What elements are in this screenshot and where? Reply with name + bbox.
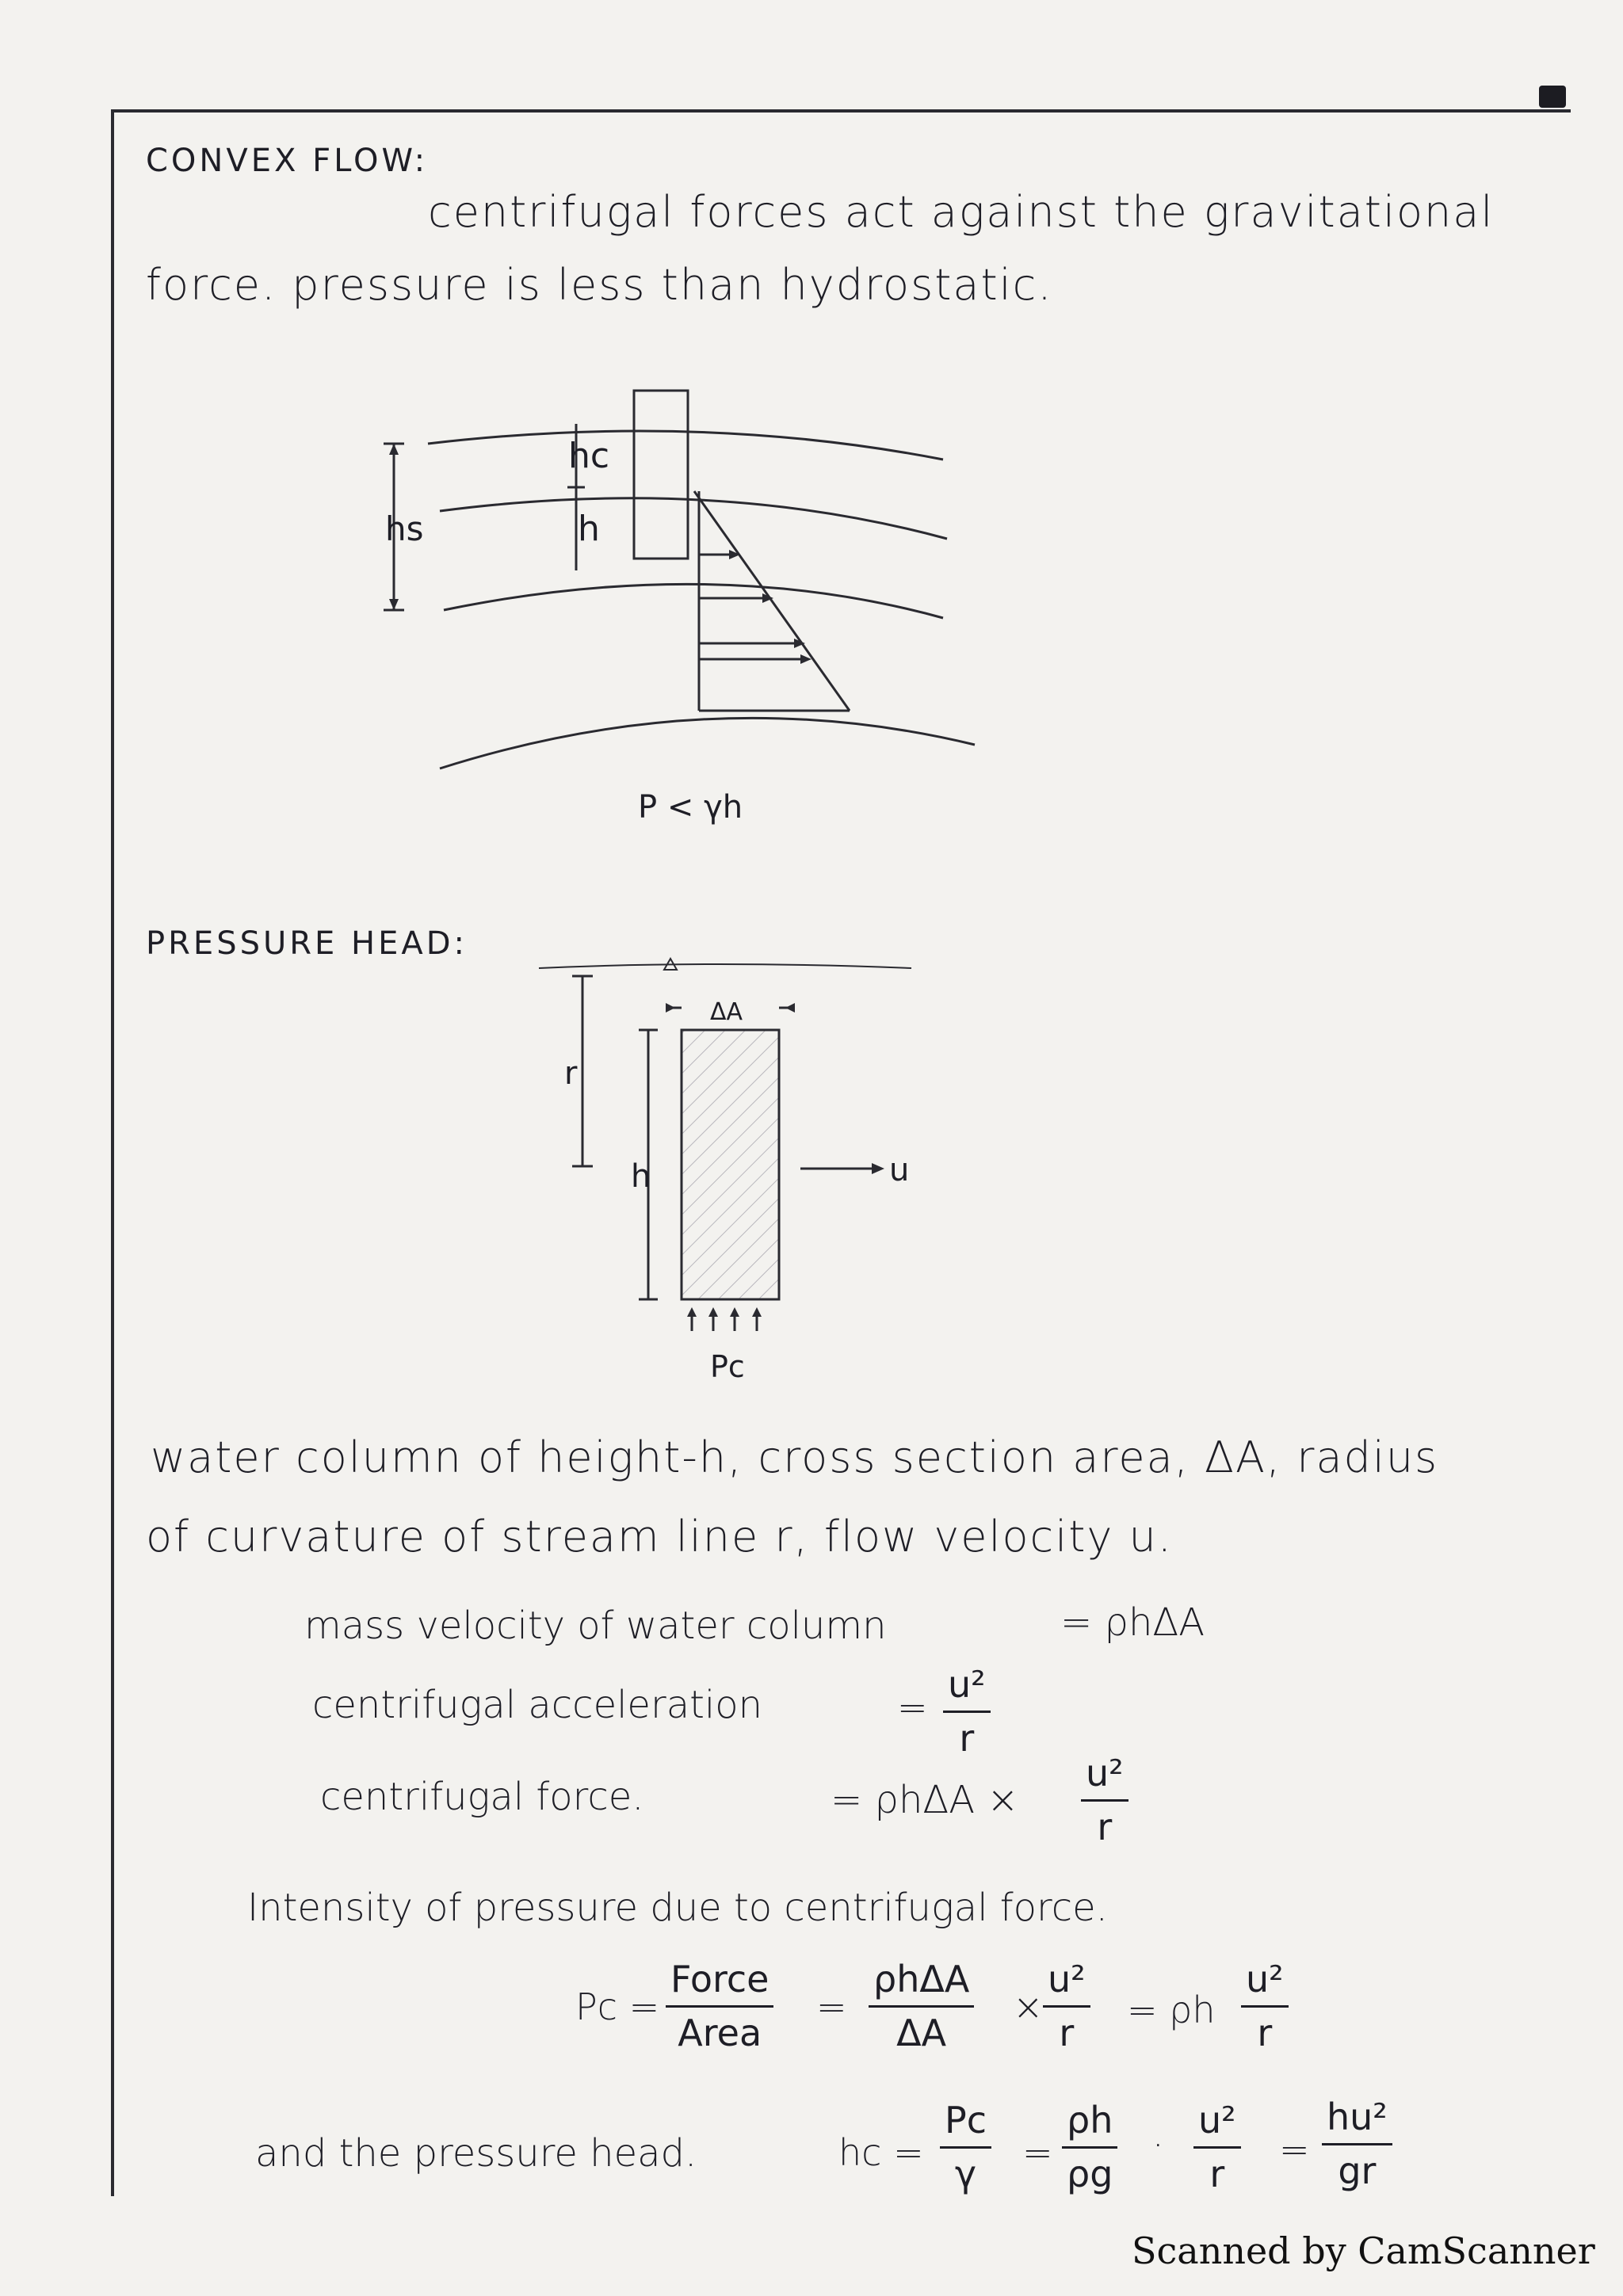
force-denominator: r	[1097, 1805, 1113, 1848]
final-lhs: hc =	[838, 2131, 924, 2174]
pitot-tube	[634, 391, 688, 559]
scanner-watermark: Scanned by CamScanner	[1132, 2229, 1595, 2272]
fraction-bar	[1322, 2143, 1392, 2145]
final-fraction-rho	[1062, 2100, 1117, 2195]
pc-times: ×	[1013, 1985, 1044, 2028]
label-hc: hc	[568, 436, 610, 476]
label-u: u	[889, 1152, 910, 1188]
pc-f2-numerator: ρhΔA	[873, 1958, 970, 2000]
pc-f2-denominator: ΔA	[896, 2011, 947, 2054]
pc-lhs: Pc =	[575, 1985, 660, 2028]
convex-caption: P < γh	[638, 789, 743, 826]
fraction-bar	[666, 2005, 773, 2008]
fraction-bar	[940, 2146, 991, 2149]
final-fraction-result	[1322, 2096, 1392, 2192]
acceleration-numerator: u²	[948, 1663, 986, 1706]
acceleration-denominator: r	[959, 1716, 975, 1760]
explanation-line-2: of curvature of stream line r, flow velocity u.	[146, 1512, 1173, 1562]
final-dot: ·	[1152, 2123, 1164, 2166]
pc-fraction-final	[1241, 1958, 1289, 2054]
acceleration-equals: =	[897, 1686, 928, 1729]
force-fraction	[1081, 1753, 1128, 1848]
acceleration-label: centrifugal acceleration	[312, 1683, 763, 1727]
convex-flow-heading: CONVEX FLOW:	[146, 143, 429, 179]
force-numerator: u²	[1086, 1752, 1124, 1794]
pc-equals-2: = ρh	[1127, 1989, 1216, 2031]
final-f4-numerator: hu²	[1327, 2096, 1388, 2138]
pc-fraction-rhoh	[869, 1958, 974, 2054]
pc-f3-numerator: u²	[1048, 1958, 1086, 2000]
final-f4-denominator: gr	[1338, 2149, 1377, 2192]
streamline-bed	[444, 584, 943, 618]
fraction-bar	[1241, 2005, 1289, 2008]
pc-fraction-force-area	[666, 1958, 773, 2054]
pressure-head-heading: PRESSURE HEAD:	[146, 925, 468, 962]
fraction-bar	[1062, 2146, 1117, 2149]
convex-arrowheads	[389, 444, 812, 664]
pc-f1-numerator: Force	[670, 1958, 769, 2000]
mass-label: mass velocity of water column	[304, 1604, 887, 1648]
fraction-bar	[943, 1711, 991, 1713]
intensity-line: Intensity of pressure due to centrifugal force.	[247, 1886, 1108, 1930]
force-label: centrifugal force.	[320, 1775, 644, 1819]
label-r: r	[564, 1055, 578, 1092]
explanation-line-1: water column of height-h, cross section area, ΔA, radius	[151, 1432, 1439, 1482]
force-value: = ρhΔA ×	[831, 1778, 1019, 1822]
final-f1-denominator: γ	[954, 2152, 977, 2195]
streamline-bottom	[440, 718, 975, 769]
label-pc: Pc	[710, 1349, 745, 1384]
label-h-convex: h	[578, 509, 600, 549]
final-f3-denominator: r	[1209, 2152, 1225, 2195]
water-surface	[539, 964, 911, 968]
final-fraction-pc-gamma	[940, 2100, 991, 2195]
final-f3-numerator: u²	[1198, 2099, 1236, 2142]
mass-value: = ρhΔA	[1060, 1600, 1205, 1645]
streamline-middle	[440, 498, 947, 539]
fraction-bar	[1043, 2005, 1090, 2008]
convex-flow-line-2: force. pressure is less than hydrostatic.	[146, 260, 1053, 310]
acceleration-fraction	[943, 1664, 991, 1760]
final-f1-numerator: Pc	[945, 2099, 987, 2142]
pc-f4-denominator: r	[1257, 2011, 1273, 2054]
convex-flow-diagram	[384, 391, 975, 769]
final-equals-2: =	[1279, 2128, 1310, 2171]
final-equals-1: =	[1022, 2131, 1053, 2174]
label-hs: hs	[385, 509, 424, 548]
streamline-top	[428, 431, 943, 460]
label-dA: ΔA	[710, 998, 743, 1026]
pc-f3-denominator: r	[1059, 2011, 1075, 2054]
label-h-pressure: h	[631, 1158, 651, 1195]
fraction-bar	[1081, 1799, 1128, 1802]
final-f2-denominator: ρg	[1067, 2152, 1113, 2195]
pc-f1-denominator: Area	[678, 2011, 762, 2054]
water-column	[682, 1030, 779, 1299]
fraction-bar	[869, 2005, 974, 2008]
final-f2-numerator: ρh	[1067, 2099, 1113, 2142]
pc-equals-1: =	[816, 1985, 847, 2028]
pc-f4-numerator: u²	[1246, 1958, 1284, 2000]
final-fraction-u2r	[1193, 2100, 1241, 2195]
pc-fraction-u2r	[1043, 1958, 1090, 2054]
convex-flow-line-1: centrifugal forces act against the gravitational	[428, 187, 1495, 237]
pressure-diagonal	[694, 491, 850, 711]
final-lead: and the pressure head.	[255, 2131, 697, 2176]
fraction-bar	[1193, 2146, 1241, 2149]
